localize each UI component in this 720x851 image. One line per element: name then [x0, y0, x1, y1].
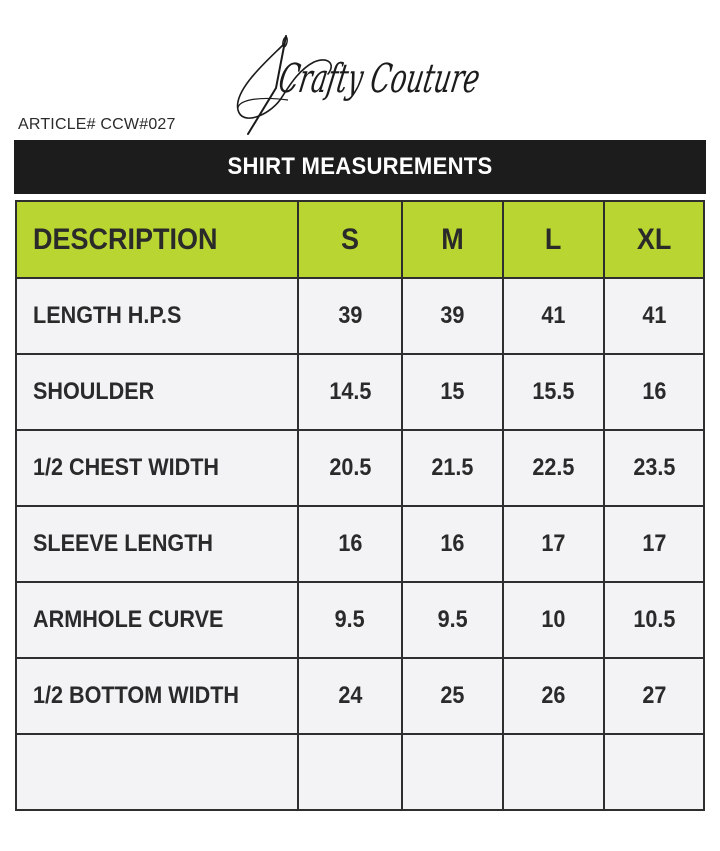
table-row — [16, 658, 704, 734]
row-label: SLEEVE LENGTH — [16, 506, 298, 582]
table-row — [16, 278, 704, 354]
svg-text:Crafty Couture: Crafty Couture — [275, 55, 589, 102]
cell-value: 15.5 — [503, 354, 604, 430]
cell-value: 26 — [503, 658, 604, 734]
column-header-xl: XL — [604, 201, 704, 278]
row-label — [16, 734, 298, 810]
cell-value: 10.5 — [604, 582, 704, 658]
title-bar — [14, 140, 706, 194]
cell-value: 16 — [604, 354, 704, 430]
column-header-m: M — [402, 201, 503, 278]
cell-value: 14.5 — [298, 354, 402, 430]
table-row — [16, 506, 704, 582]
cell-value: 9.5 — [298, 582, 402, 658]
cell-value: 17 — [604, 506, 704, 582]
row-label: 1/2 CHEST WIDTH — [16, 430, 298, 506]
cell-value: 16 — [402, 506, 503, 582]
cell-value: 17 — [503, 506, 604, 582]
cell-value: 25 — [402, 658, 503, 734]
page-title: SHIRT MEASUREMENTS — [227, 153, 493, 180]
column-header-description: DESCRIPTION — [16, 201, 298, 278]
cell-value: 22.5 — [503, 430, 604, 506]
row-label: SHOULDER — [16, 354, 298, 430]
row-label: ARMHOLE CURVE — [16, 582, 298, 658]
column-header-s: S — [298, 201, 402, 278]
cell-value: 15 — [402, 354, 503, 430]
cell-value: 21.5 — [402, 430, 503, 506]
cell-value: 10 — [503, 582, 604, 658]
cell-value: 41 — [604, 278, 704, 354]
article-number: ARTICLE# CCW#027 — [18, 116, 176, 133]
cell-value: 41 — [503, 278, 604, 354]
cell-value — [402, 734, 503, 810]
cell-value: 20.5 — [298, 430, 402, 506]
cell-value: 39 — [402, 278, 503, 354]
brand-logo — [228, 30, 589, 140]
cell-value: 24 — [298, 658, 402, 734]
column-header-l: L — [503, 201, 604, 278]
row-label: LENGTH H.P.S — [16, 278, 298, 354]
cell-value: 9.5 — [402, 582, 503, 658]
table-header-row — [16, 201, 704, 278]
cell-value: 16 — [298, 506, 402, 582]
cell-value — [503, 734, 604, 810]
needle-and-thread-icon — [228, 30, 589, 140]
cell-value: 39 — [298, 278, 402, 354]
table-row — [16, 430, 704, 506]
table-row-empty — [16, 734, 704, 810]
table-row — [16, 582, 704, 658]
cell-value: 27 — [604, 658, 704, 734]
row-label: 1/2 BOTTOM WIDTH — [16, 658, 298, 734]
cell-value — [298, 734, 402, 810]
cell-value — [604, 734, 704, 810]
cell-value: 23.5 — [604, 430, 704, 506]
size-chart-table — [15, 200, 705, 811]
table-row — [16, 354, 704, 430]
